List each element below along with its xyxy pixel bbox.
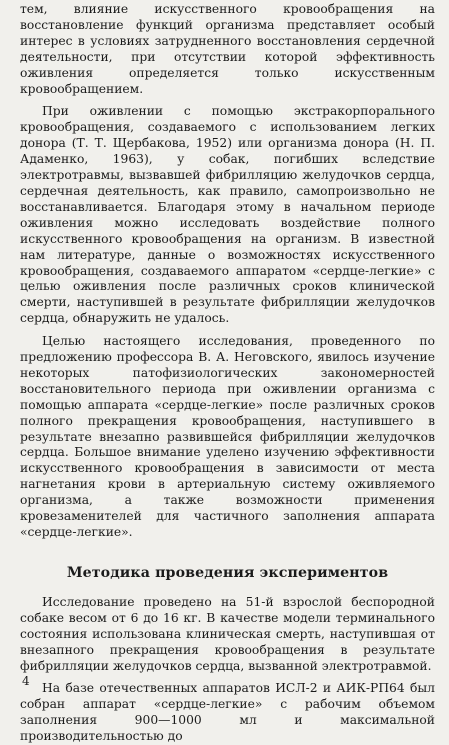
- paragraph-research-goal: Целью настоящего исследования, проведенного по предложению профессора В. А. Неговского, явилось изучение некоторых патофизиологических закономерностей восстановительного периода при оживлении организма с помощью аппарата «сердце-легкие» после различных сроков полного прекращения кровообращения, наступившего в результате внезапно развившейся фибрилляции желудочков сердца. Большое внимание уделено изучению эффективности искусственного кровообращения в зависимости от места нагнетания крови в артериальную систему оживляемого организма, а также возможности применения кровезаменителей для частичного заполнения аппарата «сердце-легкие».: [20, 334, 435, 539]
- section-heading: Методика проведения экспериментов: [66, 564, 389, 581]
- paragraph-experiment-subjects: Исследование проведено на 51-й взрослой беспородной собаке весом от 6 до 16 кг. В качестве модели терминального состояния использована клиническая смерть, наступившая от внезапного прекращения кровообращения в результате фибрилляции желудочков сердца, вызванной электротравмой.: [20, 594, 435, 673]
- paragraph-extracorporeal-revival: При оживлении с помощью экстракорпорального кровообращения, создаваемого с использованием легких донора (Т. Т. Щербакова, 1952) или организма донора (Н. П. Адаменко, 1963), у собак, погибших вследствие электротравмы, вызвавшей фибрилляцию желудочков сердца, сердечная деятельность, как правило, самопроизвольно не восстанавливается. Благодаря этому в начальном периоде оживления можно исследовать воздействие полного искусственного кровообращения на организм. В известной нам литературе, данные о возможностях искусственного кровообращения, создаваемого аппаратом «сердце-легкие» с целью оживления после различных сроков клинической смерти, наступившей в результате фибрилляции желудочков сердца, обнаружить не удалось.: [20, 104, 435, 326]
- page-number: 4: [22, 674, 30, 688]
- paragraph-continuation: тем, влияние искусственного кровообращения на восстановление функций организма представляет особый интерес в условиях затрудненного восстановления сердечной деятельности, при отсутствии которой эффективность оживления определяется только искусственным кровообращением.: [20, 2, 435, 96]
- paragraph-apparatus: На базе отечественных аппаратов ИСЛ-2 и АИК-РП64 был собран аппарат «сердце-легкие» с рабочим объемом заполнения 900—1000 мл и максимальной производительностью до: [20, 681, 435, 744]
